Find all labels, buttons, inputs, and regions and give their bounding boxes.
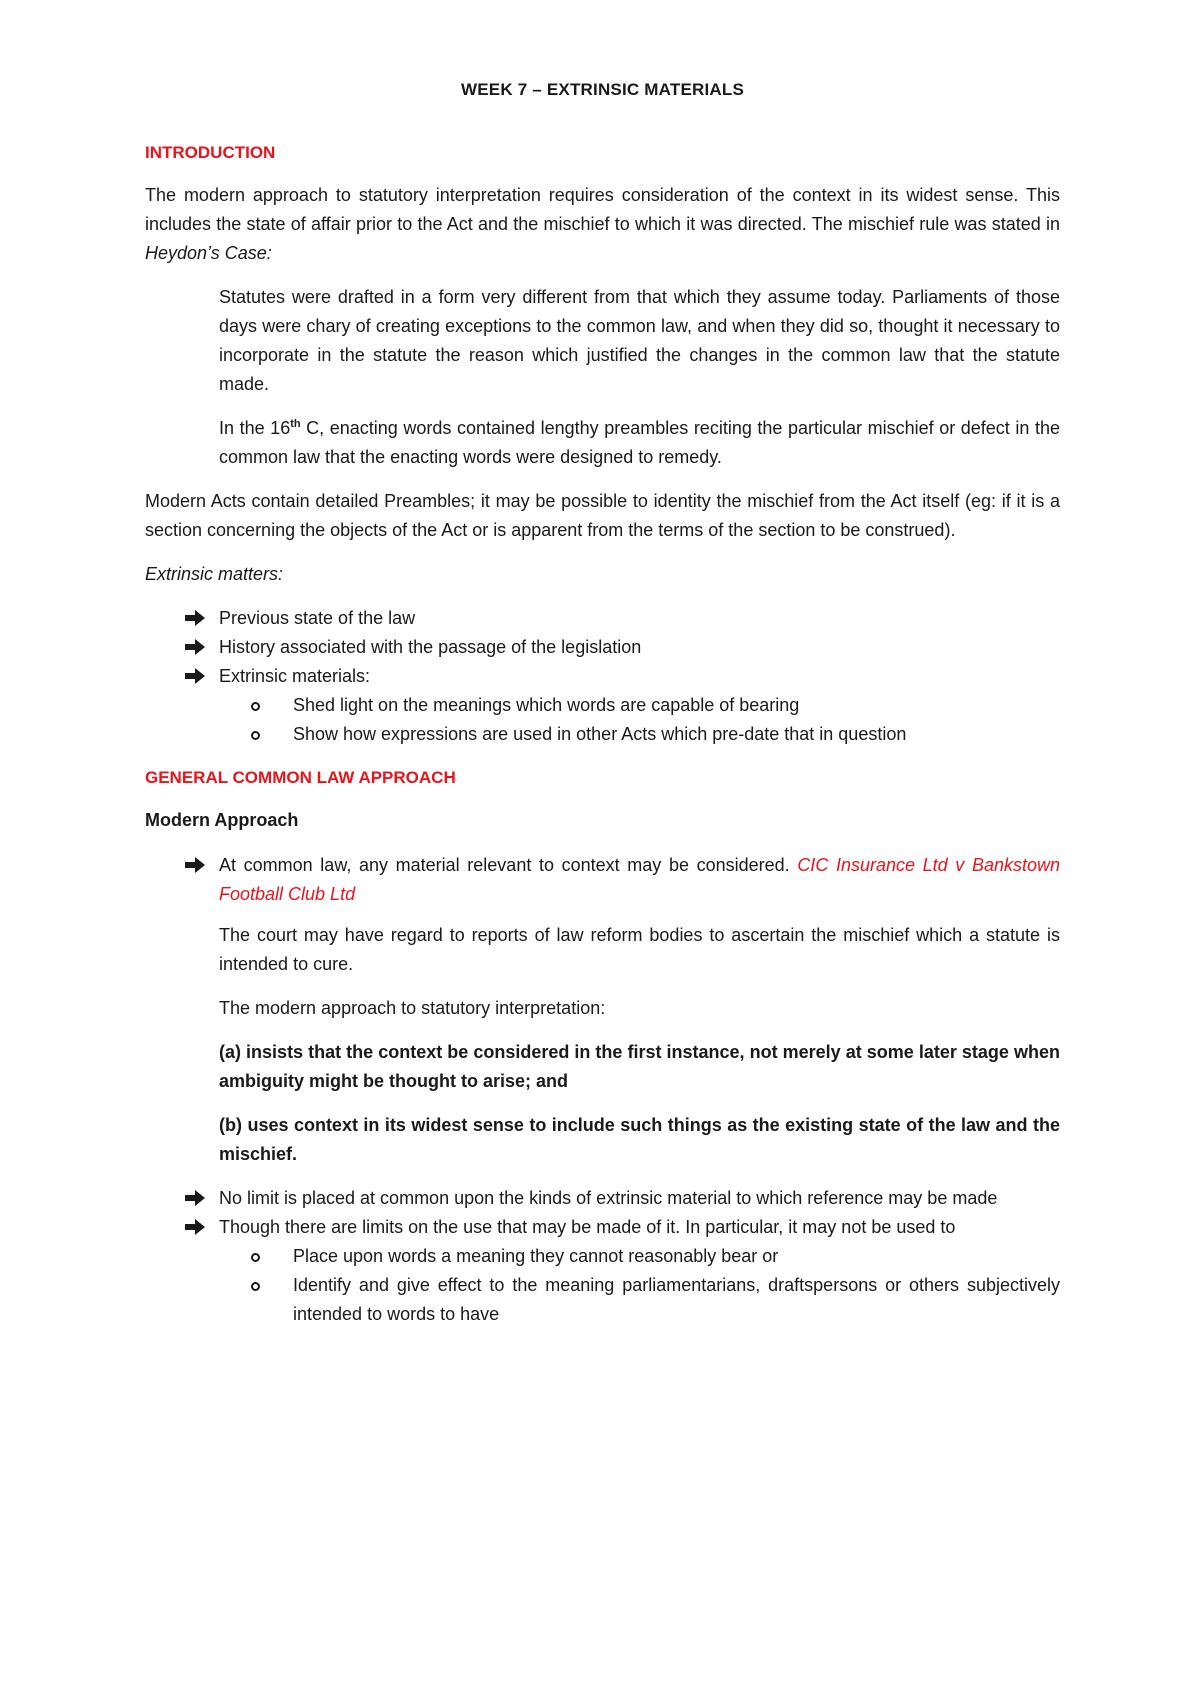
modern-approach-b: (b) uses context in its widest sense to include such things as the existing state of the law and the mischief. xyxy=(219,1115,1060,1164)
extrinsic-matters-label: Extrinsic matters: xyxy=(145,564,284,584)
list-item xyxy=(145,604,1060,633)
subheading-modern-approach: Modern Approach xyxy=(145,810,299,830)
document-title: WEEK 7 – EXTRINSIC MATERIALS xyxy=(461,80,744,99)
sublist-item-text: Shed light on the meanings which words are capable of bearing xyxy=(293,695,800,715)
heydons-case: Heydon’s Case: xyxy=(145,243,272,263)
list-item-text: Previous state of the law xyxy=(219,608,416,628)
list-item-text: Extrinsic materials: xyxy=(219,666,371,686)
sublist-item-text: Show how expressions are used in other Acts which pre-date that in question xyxy=(293,724,907,744)
arrow-right-icon xyxy=(185,639,205,655)
case-citation-cic: CIC Insurance Ltd v Bankstown Football Club Ltd xyxy=(219,855,1060,904)
list-item xyxy=(145,1213,1060,1329)
circle-bullet-icon xyxy=(251,1282,260,1291)
extrinsic-materials-sublist xyxy=(219,691,1060,749)
sublist-item xyxy=(219,720,1060,749)
arrow-right-icon xyxy=(185,1219,205,1235)
sublist-item-text: Place upon words a meaning they cannot reasonably bear or xyxy=(293,1246,779,1266)
arrow-right-icon xyxy=(185,1190,205,1206)
sublist-item xyxy=(219,1242,1060,1271)
quote2-text-a: In the 16 xyxy=(219,418,291,438)
quote2-text-b: C, enacting words contained lengthy preambles reciting the particular mischief or defect in the common law that the enacting words were designed to remedy. xyxy=(219,418,1060,467)
quote2-superscript: th xyxy=(290,418,301,430)
modern-approach-intro: The modern approach to statutory interpretation: xyxy=(219,998,606,1018)
heading-introduction: INTRODUCTION xyxy=(145,143,276,162)
sublist-item xyxy=(219,1271,1060,1329)
list-item xyxy=(145,633,1060,662)
intro-text: The modern approach to statutory interpretation requires consideration of the context in its widest sense. This includes the state of affair prior to the Act and the mischief to which it was directed. The mischief rule was stated in xyxy=(145,185,1060,234)
modern-approach-a: (a) insists that the context be considered in the first instance, not merely at some later stage when ambiguity might be thought to arise; and xyxy=(219,1042,1060,1091)
quote-statutes: Statutes were drafted in a form very different from that which they assume today. Parliaments of those days were chary of creating exceptions to the common law, and when they did so, thought it necessary to incorporate in the statute the reason which justified the changes in the common law that the statute made. xyxy=(219,287,1060,394)
intro-paragraph xyxy=(145,181,1060,268)
list-item xyxy=(145,662,1060,749)
circle-bullet-icon xyxy=(251,702,260,711)
list-item-text: Though there are limits on the use that may be made of it. In particular, it may not be used to xyxy=(219,1217,956,1237)
heading-general-common-law: GENERAL COMMON LAW APPROACH xyxy=(145,768,456,787)
list-item xyxy=(145,851,1060,909)
list-item xyxy=(145,1184,1060,1213)
common-law-list-1 xyxy=(145,851,1060,909)
common-law-list-2 xyxy=(145,1184,1060,1329)
circle-bullet-icon xyxy=(251,731,260,740)
document-page xyxy=(145,75,1060,1343)
extrinsic-matters-list xyxy=(145,604,1060,749)
limits-sublist xyxy=(219,1242,1060,1329)
list-item-text: At common law, any material relevant to context may be considered. xyxy=(219,855,798,875)
arrow-right-icon xyxy=(185,668,205,684)
modern-acts-paragraph: Modern Acts contain detailed Preambles; it may be possible to identity the mischief from the Act itself (eg: if it is a section concerning the objects of the Act or is apparent from the terms of the section to be construed). xyxy=(145,491,1060,540)
list-item-text: History associated with the passage of the legislation xyxy=(219,637,642,657)
arrow-right-icon xyxy=(185,857,205,873)
sublist-item xyxy=(219,691,1060,720)
quote-16th-century xyxy=(219,414,1060,472)
list-item-text: No limit is placed at common upon the kinds of extrinsic material to which reference may be made xyxy=(219,1188,998,1208)
arrow-right-icon xyxy=(185,610,205,626)
law-reform-paragraph: The court may have regard to reports of law reform bodies to ascertain the mischief which a statute is intended to cure. xyxy=(219,925,1060,974)
circle-bullet-icon xyxy=(251,1253,260,1262)
sublist-item-text: Identify and give effect to the meaning parliamentarians, draftspersons or others subjectively intended to words to have xyxy=(293,1275,1060,1324)
